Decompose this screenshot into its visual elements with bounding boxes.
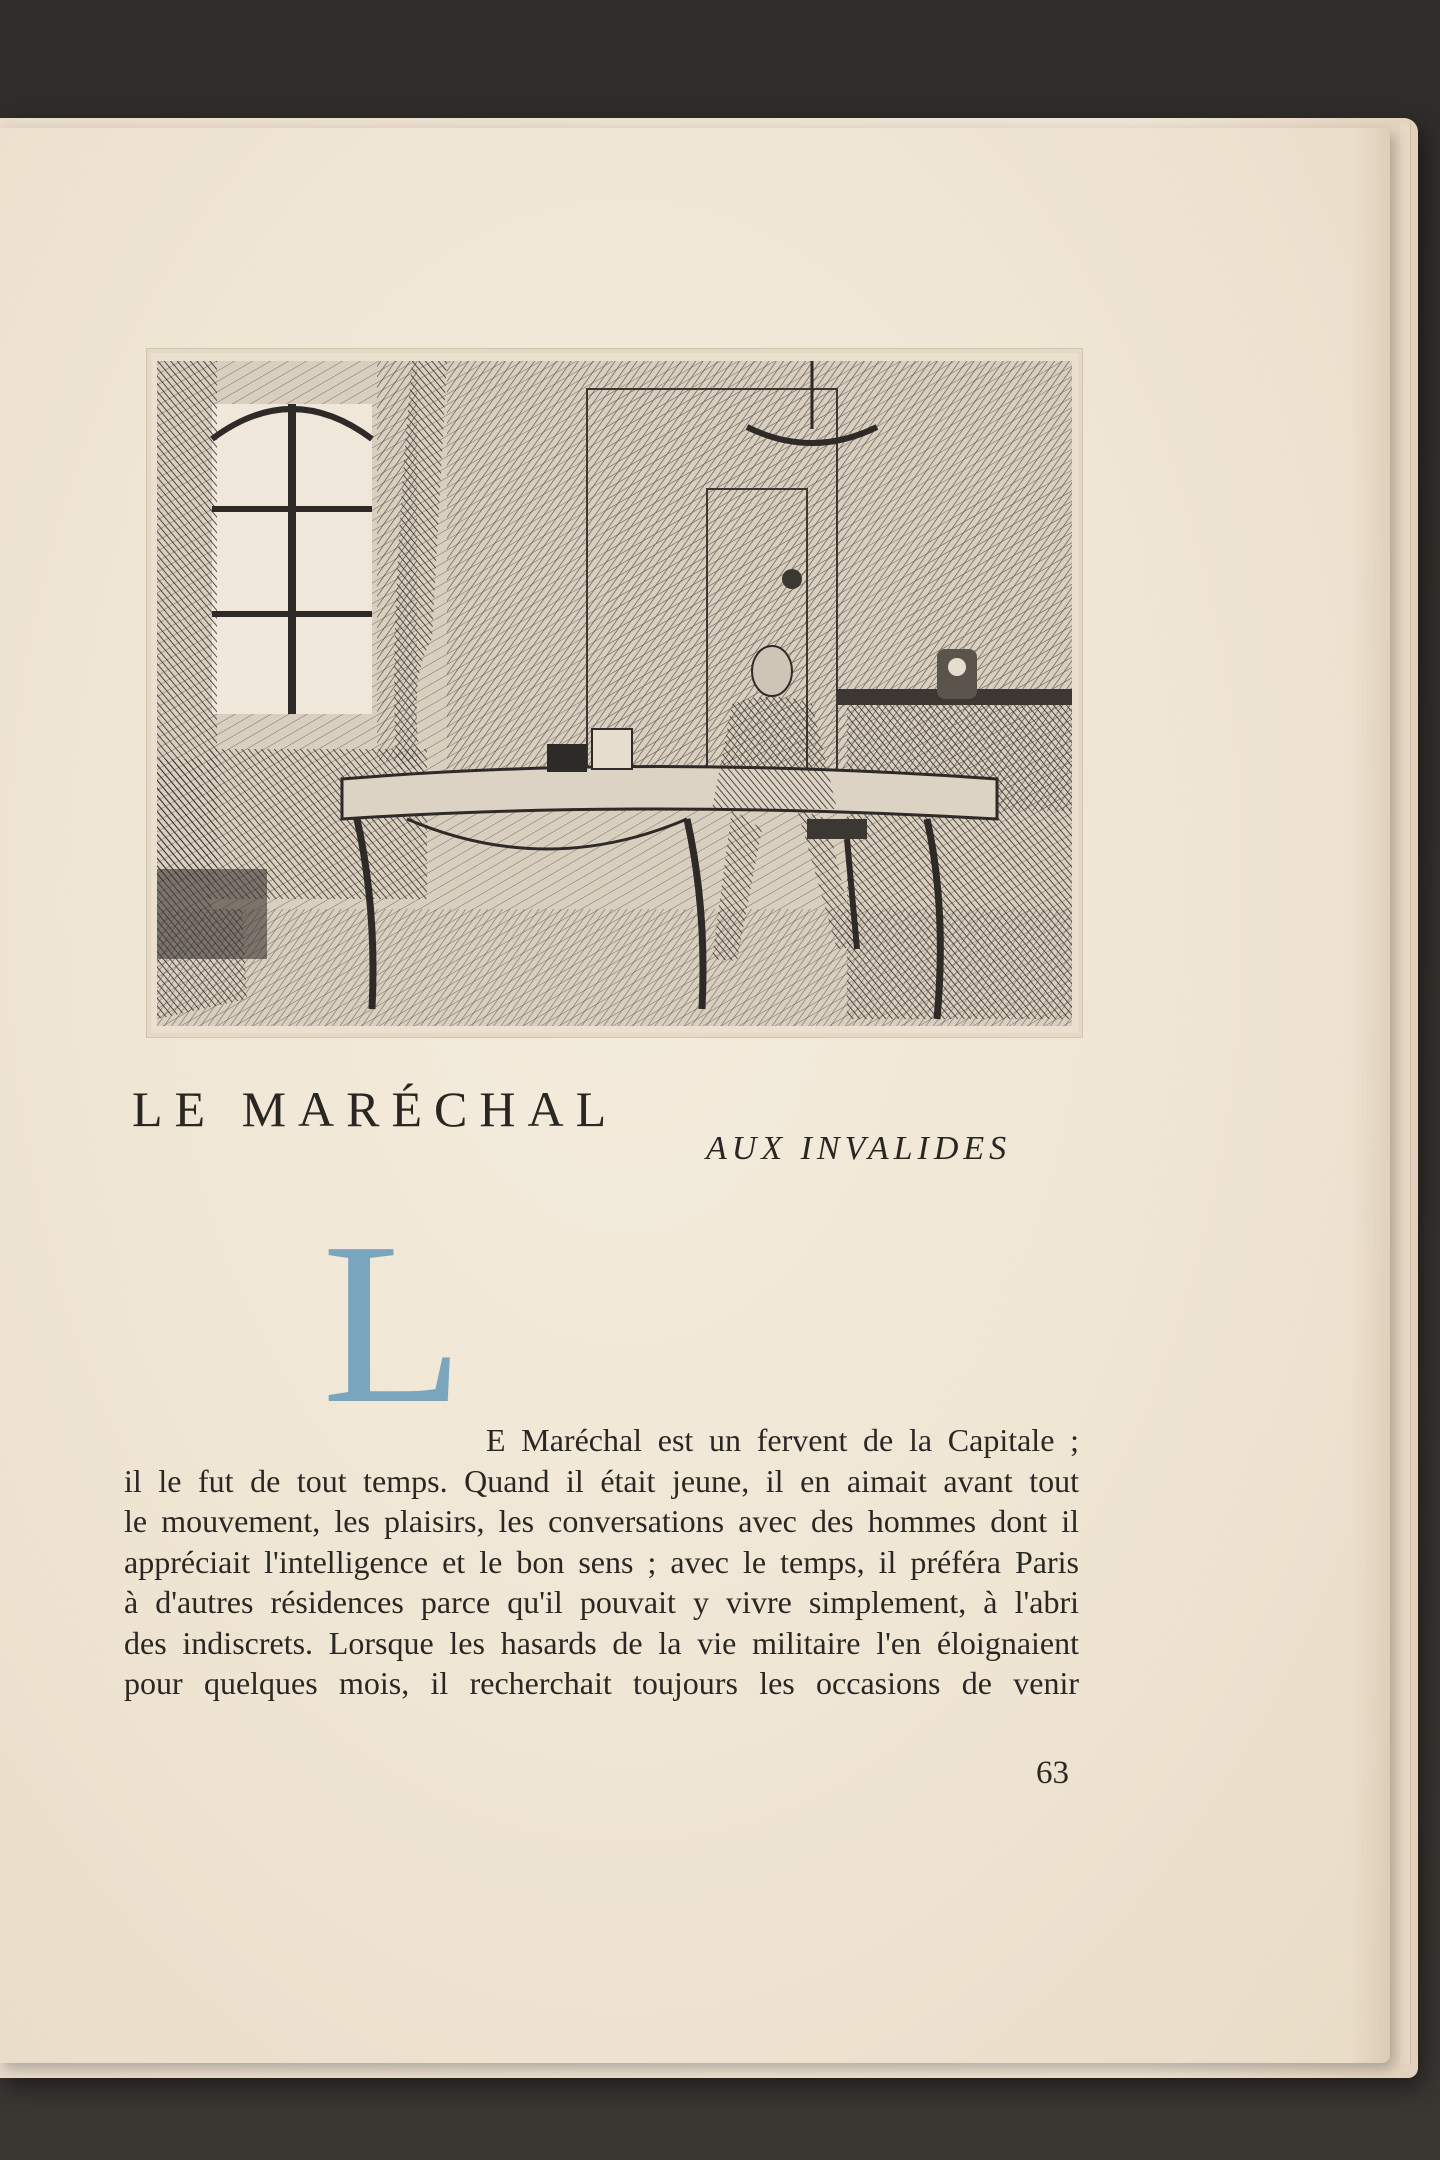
text-line: pour quelques mois, il recherchait toujours les occasions de venir — [124, 1665, 1079, 1701]
text-line: des indiscrets. Lorsque les hasards de la vie militaire l'en éloignaient — [124, 1624, 1079, 1661]
text-line: appréciait l'intelligence et le bon sens ; avec le temps, il préféra Paris — [124, 1543, 1079, 1580]
page-edge — [1400, 124, 1411, 2064]
text-line: E Maréchal est un fervent de la Capitale ; — [486, 1422, 1079, 1458]
text-line: à d'autres résidences parce qu'il pouvait y vivre simplement, à l'abri — [124, 1584, 1079, 1620]
text-line: il le fut de tout temps. Quand il était jeune, il en aimait avant tout — [124, 1462, 1079, 1499]
body-text — [124, 1420, 1079, 1704]
drop-cap: L — [322, 1195, 464, 1452]
page-number: 63 — [1036, 1755, 1069, 1791]
chapter-subtitle: AUX INVALIDES — [706, 1130, 1012, 1167]
chapter-title: LE MARÉCHAL — [132, 1081, 619, 1137]
text-line: le mouvement, les plaisirs, les conversations avec des hommes dont il — [124, 1503, 1079, 1539]
etching-illustration — [146, 348, 1083, 1038]
